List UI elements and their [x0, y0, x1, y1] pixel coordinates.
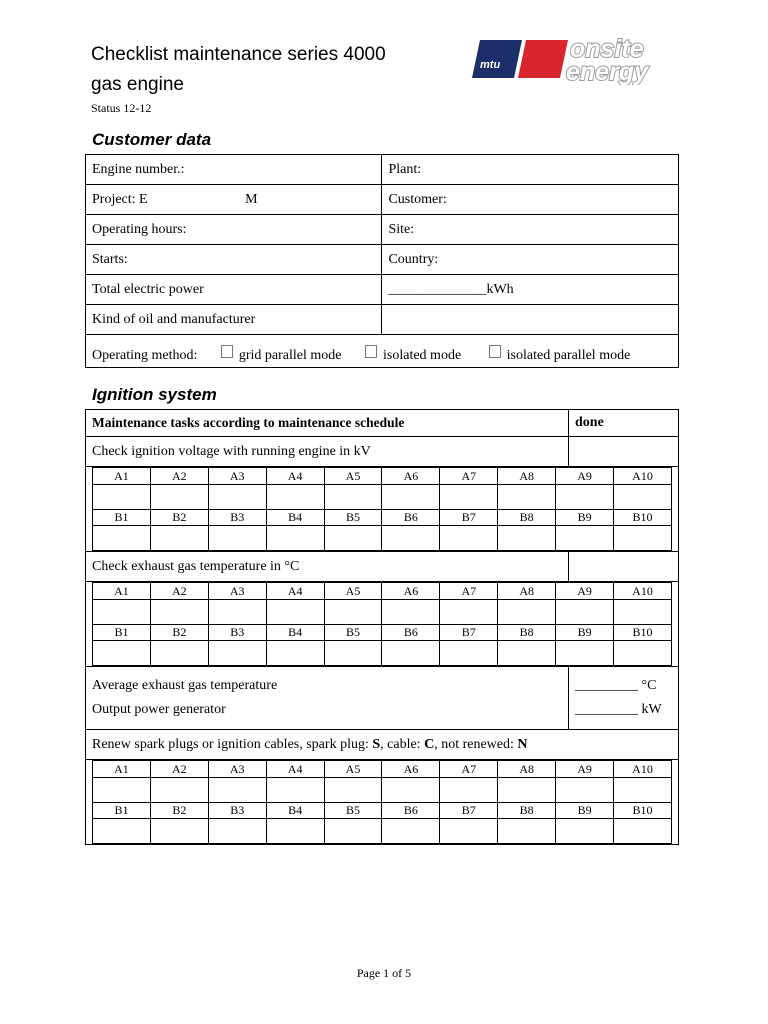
cylinder-value-cell[interactable]: [382, 778, 440, 803]
exhaust-label: Check exhaust gas temperature in °C: [92, 558, 300, 574]
cylinder-value-cell[interactable]: [266, 485, 324, 510]
voltage-row: [86, 437, 678, 467]
customer-field[interactable]: Customer:: [382, 185, 679, 215]
cylinder-value-cell[interactable]: [382, 526, 440, 551]
cylinder-label: A8: [498, 583, 556, 600]
cylinder-value-cell[interactable]: [150, 778, 208, 803]
cylinder-value-cell[interactable]: [614, 526, 672, 551]
cylinder-value-cell[interactable]: [614, 485, 672, 510]
customer-data-table: [85, 154, 679, 368]
cylinder-value-cell[interactable]: [556, 819, 614, 844]
starts-field[interactable]: Starts:: [86, 245, 382, 275]
cylinder-value-cell[interactable]: [614, 641, 672, 666]
cylinder-value-cell[interactable]: [150, 641, 208, 666]
cylinder-label: A9: [556, 468, 614, 485]
cylinder-label: A6: [382, 583, 440, 600]
renew-grid: [92, 760, 672, 844]
exhaust-grid: [92, 582, 672, 666]
cylinder-label: B9: [556, 803, 614, 819]
cylinder-label: B7: [440, 803, 498, 819]
cylinder-label: B10: [614, 803, 672, 819]
operating-hours-field[interactable]: Operating hours:: [86, 215, 382, 245]
cylinder-label-row: [93, 510, 672, 526]
cylinder-label: B2: [150, 625, 208, 641]
page-number: Page 1 of 5: [356, 966, 412, 980]
cylinder-value-cell[interactable]: [208, 600, 266, 625]
cylinder-value-cell[interactable]: [208, 641, 266, 666]
option-label: grid parallel mode: [238, 347, 342, 363]
cylinder-value-cell[interactable]: [440, 778, 498, 803]
cylinder-label: A5: [324, 583, 382, 600]
table-header-row: [86, 410, 678, 437]
cylinder-label: A7: [440, 583, 498, 600]
output-power-field[interactable]: _________ kW: [575, 702, 662, 717]
cylinder-value-cell[interactable]: [498, 641, 556, 666]
cylinder-value-cell[interactable]: [556, 641, 614, 666]
cylinder-value-cell[interactable]: [498, 600, 556, 625]
cylinder-value-cell[interactable]: [382, 485, 440, 510]
cylinder-value-cell[interactable]: [266, 778, 324, 803]
cylinder-value-cell[interactable]: [266, 600, 324, 625]
cylinder-label: B10: [614, 510, 672, 526]
cylinder-label: A10: [614, 761, 672, 778]
voltage-label: Check ignition voltage with running engine in kV: [92, 443, 371, 459]
cylinder-label: B3: [208, 625, 266, 641]
renew-c: C: [424, 736, 435, 752]
cylinder-label: A5: [324, 468, 382, 485]
cylinder-label: B4: [266, 803, 324, 819]
cylinder-value-cell[interactable]: [93, 600, 151, 625]
cylinder-value-row: [93, 600, 672, 625]
cylinder-value-cell[interactable]: [324, 641, 382, 666]
cylinder-value-cell[interactable]: [440, 485, 498, 510]
cylinder-value-cell[interactable]: [93, 819, 151, 844]
renew-text: Renew spark plugs or ignition cables, spark plug:: [92, 736, 373, 752]
cylinder-label: A4: [266, 468, 324, 485]
cylinder-label: A5: [324, 761, 382, 778]
cylinder-value-cell[interactable]: [498, 778, 556, 803]
customer-data-heading: Customer data: [92, 130, 212, 149]
cylinder-value-cell[interactable]: [440, 641, 498, 666]
cylinder-label: A9: [556, 583, 614, 600]
renew-grid-wrap: [86, 760, 678, 844]
option-label: isolated parallel mode: [506, 347, 631, 363]
cylinder-label: A4: [266, 583, 324, 600]
cylinder-label: B1: [93, 625, 151, 641]
site-field[interactable]: Site:: [382, 215, 679, 245]
cylinder-label: A6: [382, 468, 440, 485]
cylinder-value-cell[interactable]: [556, 526, 614, 551]
cylinder-label: B6: [382, 803, 440, 819]
cylinder-value-cell[interactable]: [93, 485, 151, 510]
ignition-system-heading: Ignition system: [92, 385, 217, 404]
cylinder-label: B10: [614, 625, 672, 641]
cylinder-value-row: [93, 526, 672, 551]
cylinder-value-cell[interactable]: [556, 600, 614, 625]
country-field[interactable]: Country:: [382, 245, 679, 275]
cylinder-label: A6: [382, 761, 440, 778]
cylinder-value-cell[interactable]: [324, 778, 382, 803]
task-header: Maintenance tasks according to maintenance schedule: [92, 415, 405, 430]
cylinder-label: A3: [208, 583, 266, 600]
table-row: [86, 185, 679, 215]
cylinder-label: A8: [498, 761, 556, 778]
cylinder-label: B5: [324, 803, 382, 819]
cylinder-label: A1: [93, 761, 151, 778]
status-text: Status 12-12: [91, 101, 152, 115]
cylinder-label: A8: [498, 468, 556, 485]
table-row: [86, 215, 679, 245]
oil-manufacturer-label: Kind of oil and manufacturer: [86, 305, 382, 335]
cylinder-label: B5: [324, 510, 382, 526]
avg-exhaust-label: Average exhaust gas temperature: [92, 678, 278, 693]
cylinder-value-cell[interactable]: [614, 600, 672, 625]
checkbox-icon[interactable]: [221, 345, 233, 358]
cylinder-label: B4: [266, 625, 324, 641]
cylinder-label-row: [93, 468, 672, 485]
operating-method-cell: [86, 335, 679, 368]
average-output-values: [568, 667, 678, 729]
cylinder-value-cell[interactable]: [324, 819, 382, 844]
cylinder-label-row: [93, 625, 672, 641]
checkbox-icon[interactable]: [365, 345, 377, 358]
cylinder-value-cell[interactable]: [208, 485, 266, 510]
renew-row: [86, 730, 678, 760]
avg-exhaust-field[interactable]: _________ °C: [575, 678, 657, 693]
total-electric-power-label: Total electric power: [86, 275, 382, 305]
cylinder-value-cell[interactable]: [498, 526, 556, 551]
cylinder-value-cell[interactable]: [324, 526, 382, 551]
cylinder-value-cell[interactable]: [208, 526, 266, 551]
cylinder-label: B4: [266, 510, 324, 526]
cylinder-label: A7: [440, 468, 498, 485]
cylinder-value-cell[interactable]: [324, 600, 382, 625]
total-electric-power-field[interactable]: ______________kWh: [382, 275, 679, 305]
cylinder-label: B9: [556, 510, 614, 526]
table-row: [86, 245, 679, 275]
cylinder-label: B1: [93, 803, 151, 819]
logo-word-2: energy: [566, 58, 648, 85]
cylinder-label: A2: [150, 468, 208, 485]
cylinder-label: B6: [382, 510, 440, 526]
cylinder-value-cell[interactable]: [266, 819, 324, 844]
checkbox-icon[interactable]: [489, 345, 501, 358]
title-line-1: Checklist maintenance series 4000: [91, 44, 386, 65]
operating-method-row: [86, 335, 679, 368]
cylinder-label: A1: [93, 468, 151, 485]
cylinder-value-cell[interactable]: [150, 526, 208, 551]
cylinder-value-cell[interactable]: [324, 485, 382, 510]
renew-s: S: [372, 736, 381, 752]
cylinder-label: A10: [614, 468, 672, 485]
renew-n: N: [517, 736, 528, 752]
cylinder-label: A9: [556, 761, 614, 778]
output-power-label: Output power generator: [92, 702, 226, 717]
cylinder-value-cell[interactable]: [440, 819, 498, 844]
cylinder-value-cell[interactable]: [556, 485, 614, 510]
option-label: isolated mode: [383, 347, 462, 363]
cylinder-label: B9: [556, 625, 614, 641]
cylinder-label: B8: [498, 625, 556, 641]
plant-field[interactable]: Plant:: [382, 155, 679, 185]
project-label: Project: E: [92, 191, 148, 207]
cylinder-value-row: [93, 778, 672, 803]
logo-mark-text: mtu: [480, 59, 501, 71]
document-title: [91, 40, 386, 100]
project-m-label: M: [245, 191, 258, 207]
logo-word-1: onsite: [570, 35, 644, 63]
cylinder-value-row: [93, 819, 672, 844]
operating-method-label: Operating method:: [92, 347, 198, 363]
cylinder-value-cell[interactable]: [266, 526, 324, 551]
voltage-grid: [92, 467, 672, 551]
cylinder-value-cell[interactable]: [382, 819, 440, 844]
oil-manufacturer-field[interactable]: [382, 305, 679, 335]
cylinder-label: B8: [498, 510, 556, 526]
cylinder-value-cell[interactable]: [382, 600, 440, 625]
cylinder-value-cell[interactable]: [498, 485, 556, 510]
cylinder-label: A3: [208, 761, 266, 778]
cylinder-label: B1: [93, 510, 151, 526]
cylinder-label: A3: [208, 468, 266, 485]
cylinder-value-cell[interactable]: [382, 641, 440, 666]
exhaust-done-cell[interactable]: [568, 552, 678, 581]
average-output-labels: [86, 667, 568, 729]
project-field[interactable]: [86, 185, 382, 215]
option-isolated-parallel[interactable]: [489, 348, 631, 363]
cylinder-value-row: [93, 641, 672, 666]
cylinder-value-cell[interactable]: [208, 778, 266, 803]
cylinder-label: B8: [498, 803, 556, 819]
cylinder-label: A2: [150, 761, 208, 778]
cylinder-value-cell[interactable]: [150, 600, 208, 625]
cylinder-label: B2: [150, 510, 208, 526]
cylinder-label: B2: [150, 803, 208, 819]
cylinder-value-cell[interactable]: [93, 526, 151, 551]
cylinder-label: B3: [208, 510, 266, 526]
voltage-done-cell[interactable]: [568, 437, 678, 466]
table-row: [86, 275, 679, 305]
cylinder-value-cell[interactable]: [266, 641, 324, 666]
cylinder-label: A7: [440, 761, 498, 778]
cylinder-label: A4: [266, 761, 324, 778]
cylinder-label: B7: [440, 510, 498, 526]
cylinder-value-cell[interactable]: [498, 819, 556, 844]
renew-label: [86, 730, 678, 759]
logo-red-block: [518, 40, 568, 78]
cylinder-value-cell[interactable]: [150, 485, 208, 510]
average-output-row: [86, 667, 678, 730]
done-header: done: [568, 410, 678, 436]
cylinder-value-cell[interactable]: [614, 778, 672, 803]
cylinder-label-row: [93, 583, 672, 600]
table-row: [86, 155, 679, 185]
renew-text: , not renewed:: [434, 736, 518, 752]
cylinder-value-cell[interactable]: [93, 641, 151, 666]
voltage-grid-wrap: [86, 467, 678, 552]
cylinder-value-cell[interactable]: [440, 526, 498, 551]
cylinder-value-cell[interactable]: [208, 819, 266, 844]
cylinder-value-row: [93, 485, 672, 510]
cylinder-label: B7: [440, 625, 498, 641]
option-isolated[interactable]: [365, 348, 461, 363]
cylinder-value-cell[interactable]: [440, 600, 498, 625]
cylinder-value-cell[interactable]: [556, 778, 614, 803]
renew-text: , cable:: [380, 736, 425, 752]
cylinder-value-cell[interactable]: [93, 778, 151, 803]
cylinder-value-cell[interactable]: [614, 819, 672, 844]
option-grid-parallel[interactable]: [221, 348, 342, 363]
ignition-system-table: [85, 409, 679, 845]
exhaust-row: [86, 552, 678, 582]
cylinder-label: B5: [324, 625, 382, 641]
mtu-onsite-energy-logo: [470, 35, 686, 85]
cylinder-label-row: [93, 803, 672, 819]
cylinder-label: B6: [382, 625, 440, 641]
cylinder-label-row: [93, 761, 672, 778]
cylinder-label: B3: [208, 803, 266, 819]
title-line-2: gas engine: [91, 74, 184, 95]
table-row: [86, 305, 679, 335]
cylinder-label: A10: [614, 583, 672, 600]
exhaust-grid-wrap: [86, 582, 678, 667]
engine-number-field[interactable]: Engine number.:: [86, 155, 382, 185]
cylinder-label: A2: [150, 583, 208, 600]
cylinder-label: A1: [93, 583, 151, 600]
cylinder-value-cell[interactable]: [150, 819, 208, 844]
